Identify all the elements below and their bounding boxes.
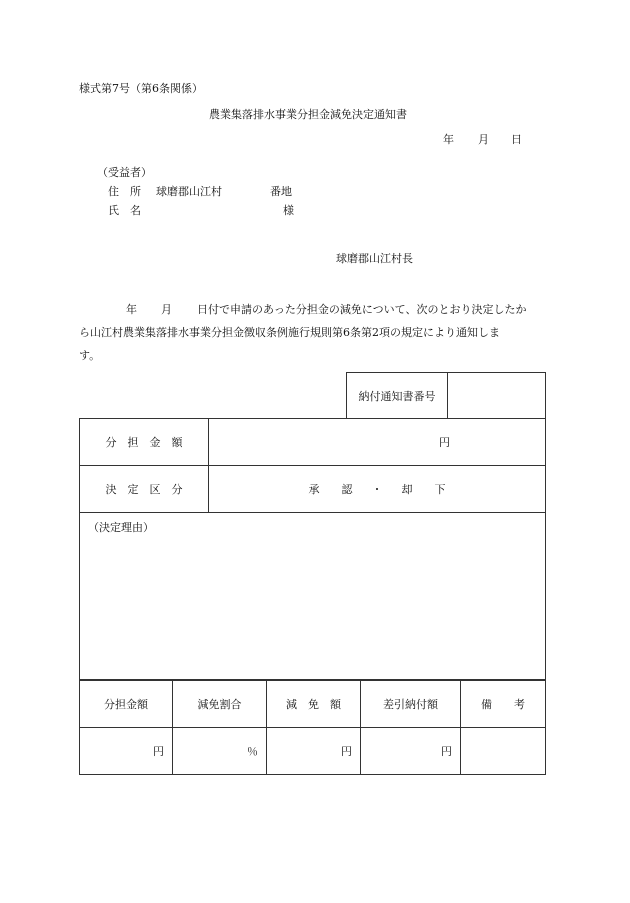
document-title: 農業集落排水事業分担金減免決定通知書 [209,108,407,121]
name-suffix: 様 [283,204,294,217]
date-month: 月 [478,133,489,146]
unit-cell: 円 [361,728,461,775]
body-month: 月 [161,303,172,316]
notice-number-label: 納付通知書番号 [347,373,448,419]
address-value: 球磨郡山江村 [156,185,222,198]
summary-table [79,680,546,775]
amount-label: 分 担 金 額 [80,419,209,466]
unit-cell: 円 [80,728,173,775]
date-day: 日 [511,133,522,146]
decision-table [79,418,546,680]
col-header: 減免割合 [173,681,267,728]
unit-cell: ％ [173,728,267,775]
reason-cell [80,513,546,680]
issuer: 球磨郡山江村長 [336,252,413,265]
col-header: 備 考 [461,681,546,728]
form-number: 様式第7号（第6条関係） [79,82,203,95]
address-label: 住 所 [108,185,141,198]
recipient-heading: （受益者） [97,166,152,179]
col-header: 減 免 額 [267,681,361,728]
name-label: 氏 名 [108,204,141,217]
notice-number-table [346,372,546,419]
decision-reject: 却 下 [401,483,446,496]
decision-options [209,466,546,513]
col-header: 差引納付額 [361,681,461,728]
decision-approve: 承 認 [308,483,353,496]
decision-dot: ・ [371,483,383,496]
date-year: 年 [443,133,454,146]
unit-cell [461,728,546,775]
amount-unit: 円 [209,419,546,466]
notice-number-value [448,373,546,419]
body-line2: ら山江村農業集落排水事業分担金徴収条例施行規則第6条第2項の規定により通知しま [79,326,500,339]
decision-label: 決 定 区 分 [80,466,209,513]
body-line1: 日付で申請のあった分担金の減免について、次のとおり決定したか [197,303,527,316]
body-year: 年 [126,303,137,316]
reason-label: （決定理由） [88,521,154,534]
body-line3: す。 [79,349,101,362]
unit-cell: 円 [267,728,361,775]
address-suffix: 番地 [270,185,292,198]
col-header: 分担金額 [80,681,173,728]
